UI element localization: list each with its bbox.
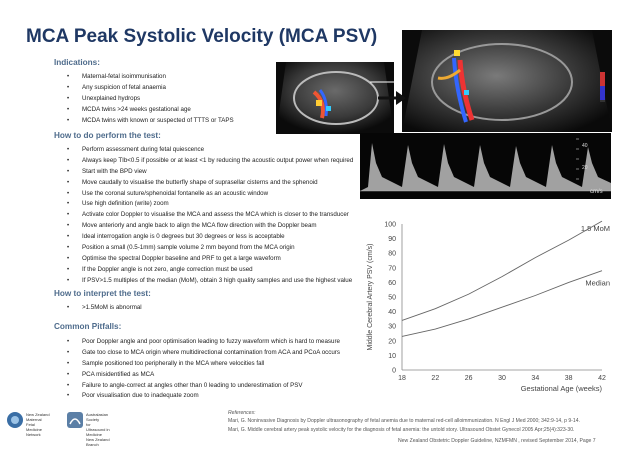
society-logo-text: New Zealand — [86, 437, 110, 442]
y-tick-label: 20 — [388, 338, 396, 346]
society-logo — [66, 409, 118, 447]
pitfall-item: • Poor Doppler angle and poor optimisation leading to fuzzy waveform which is hard to measure — [54, 337, 340, 348]
interpret-item: • >1.5MoM is abnormal — [54, 303, 142, 314]
references — [228, 409, 580, 434]
indication-item: • MCDA twins with known or suspected of TTTS or TAPS — [54, 116, 234, 127]
y-tick-label: 0 — [392, 367, 396, 375]
doppler-unit: cm/s — [590, 189, 603, 195]
y-tick-label: 80 — [388, 250, 396, 258]
howto-step-item: • If the Doppler angle is not zero, angle correction must be used — [54, 265, 353, 276]
indications-heading: Indications: — [54, 58, 100, 67]
howto-step-item: • Ideal interrogation angle is 0 degrees but 30 degrees or less is acceptable — [54, 232, 353, 243]
society-logo-text: Australasian — [86, 412, 109, 417]
series-line-mom — [402, 221, 602, 320]
x-axis-title: Gestational Age (weeks) — [520, 384, 602, 393]
society-logo-text: Branch — [86, 442, 99, 447]
pitfall-item: • Poor visualisation due to inadequate zoom — [54, 391, 340, 402]
x-tick-label: 38 — [564, 375, 573, 382]
pitfall-item: • Failure to angle-correct at angles other than 0 leading to underestimation of PSV — [54, 381, 340, 392]
indication-item: • MCDA twins >24 weeks gestational age — [54, 105, 234, 116]
y-tick-label: 50 — [388, 294, 396, 302]
pitfalls-list — [54, 337, 340, 402]
mca-psv-chart — [362, 212, 618, 402]
pitfall-item: • Gate too close to MCA origin where multidirectional contamination from ACA and PCoA occurs — [54, 348, 340, 359]
howto-step-item: • Position a small (0.5-1mm) sample volume 2 mm beyond from the MCA origin — [54, 243, 353, 254]
y-tick-label: 10 — [388, 352, 396, 360]
references-heading: References: — [228, 410, 256, 416]
nzmfmn-logo — [6, 409, 64, 447]
series-label: Median — [585, 278, 610, 288]
indication-item: • Unexplained hydrops — [54, 94, 234, 105]
howto-step-item: • If PSV>1.5 multiples of the median (MoM), obtain 3 high quality samples and use the highest value — [54, 276, 353, 287]
interpret-list — [54, 303, 142, 314]
doppler-scale-20: 20 — [582, 165, 588, 171]
pitfalls-heading: Common Pitfalls: — [54, 322, 122, 331]
howto-step-item: • Activate color Doppler to visualise the MCA and assess the MCA which is closer to the transducer — [54, 210, 353, 221]
footer-citation: New Zealand Obstetric Doppler Guideline, NZMFMN , revised September 2014, Page 7 — [398, 438, 596, 444]
pitfall-item: • Sample positioned too peripherally in the MCA where velocities fall — [54, 359, 340, 370]
howto-step-item: • Always keep TIb<0.5 if possible or at least <1 by reducing the acoustic output power when required — [54, 156, 353, 167]
page-title: MCA Peak Systolic Velocity (MCA PSV) — [26, 26, 378, 47]
nzmfmn-logo-text: New Zealand — [26, 412, 50, 417]
society-logo-text: for — [86, 422, 91, 427]
howto-step-item: • Move caudally to visualise the butterfly shape of suprasellar cisterns and the sphenoid — [54, 178, 353, 189]
y-tick-label: 30 — [388, 323, 396, 331]
howto-step-item: • Optimise the spectral Doppler baseline and PRF to get a large waveform — [54, 254, 353, 265]
nzmfmn-logo-text: Medicine — [26, 427, 43, 432]
nzmfmn-logo-text: Maternal — [26, 417, 42, 422]
x-tick-label: 18 — [398, 375, 406, 382]
ultrasound-image-color-doppler — [402, 30, 612, 132]
series-label: 1.5 MoM — [580, 224, 610, 233]
y-axis-title: Middle Cerebral Artery PSV (cm/s) — [367, 243, 374, 351]
howto-step-item: • Move anteriorly and angle back to align the MCA flow direction with the Doppler beam — [54, 221, 353, 232]
indication-item: • Maternal-fetal isoimmunisation — [54, 72, 234, 83]
howto-step-item: • Perform assessment during fetal quiescence — [54, 145, 353, 156]
y-tick-label: 60 — [388, 279, 396, 287]
society-logo-icon — [66, 411, 84, 429]
society-logo-text: Medicine — [86, 432, 103, 437]
howto-step-item: • Use high definition (write) zoom — [54, 199, 353, 210]
nzmfmn-logo-icon — [6, 411, 24, 429]
howto-list — [54, 145, 353, 287]
x-tick-label: 34 — [531, 375, 540, 382]
indications-list — [54, 72, 234, 126]
ultrasound-image-coronal — [276, 62, 394, 134]
series-line-median — [402, 271, 602, 337]
howto-step-item: • Start with the BPD view — [54, 167, 353, 178]
arrow-icon — [378, 88, 408, 108]
howto-heading: How to do perform the test: — [54, 131, 161, 140]
society-logo-text: Society — [86, 417, 100, 422]
x-tick-label: 30 — [498, 375, 506, 382]
y-tick-label: 90 — [388, 236, 396, 244]
doppler-scale-40: 40 — [582, 143, 588, 149]
pitfall-item: • PCA misidentified as MCA — [54, 370, 340, 381]
indication-item: • Any suspicion of fetal anaemia — [54, 83, 234, 94]
y-tick-label: 70 — [388, 265, 396, 273]
society-logo-text: Ultrasound in — [86, 427, 110, 432]
x-tick-label: 42 — [598, 375, 606, 382]
nzmfmn-logo-text: Network — [26, 432, 41, 437]
x-tick-label: 26 — [464, 375, 473, 382]
nzmfmn-logo-text: Fetal — [26, 422, 35, 427]
reference-1: Mari, G. Noninvasive Diagnosis by Doppler ultrasonography of fetal anemia due to maternal red-cell alloimmunization. N Engl J Med 2000; 342:9-14, p 9-14. — [228, 418, 580, 425]
howto-step-item: • Use the coronal suture/sphenoidal fontanelle as an acoustic window — [54, 189, 353, 200]
y-tick-label: 40 — [388, 309, 396, 317]
spectral-doppler-waveform — [360, 133, 611, 199]
x-tick-label: 22 — [431, 375, 440, 382]
y-tick-label: 100 — [384, 221, 396, 229]
interpret-heading: How to interpret the test: — [54, 289, 151, 298]
reference-2: Mari, G. Middle cerebral artery peak systolic velocity for the diagnosis of fetal anemia: the untold story. Ultrasound Obstet Gynecol 2005 Apr;25(4):323-30. — [228, 426, 575, 433]
